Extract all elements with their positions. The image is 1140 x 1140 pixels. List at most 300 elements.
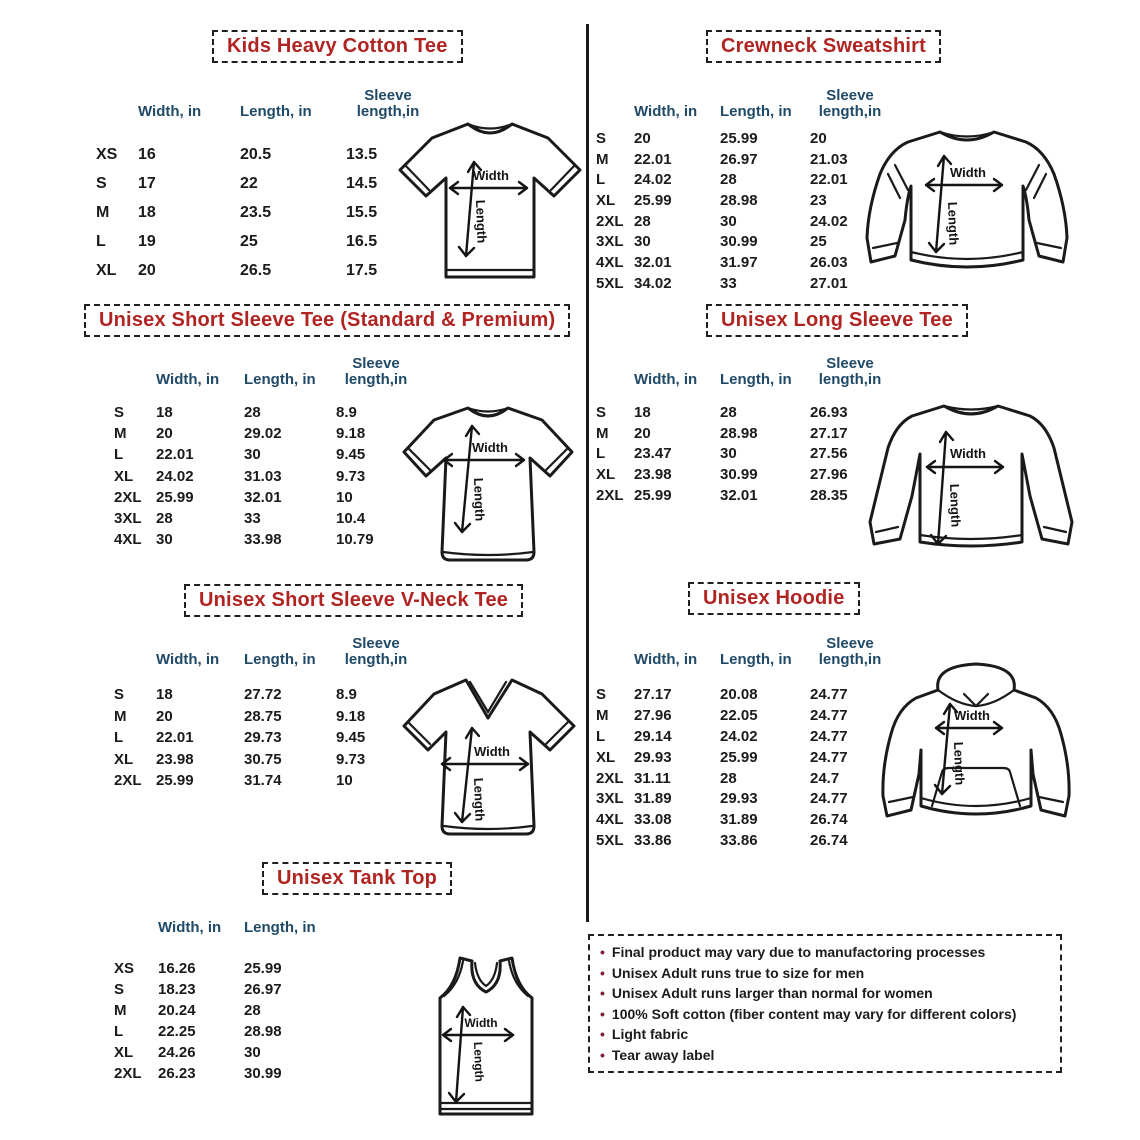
note-item <box>600 942 1050 963</box>
size-label: 3XL <box>596 790 624 808</box>
width-value: 19 <box>138 232 156 250</box>
width-value: 18 <box>138 203 156 221</box>
table-header <box>596 84 890 120</box>
width-value: 20 <box>634 424 651 442</box>
size-label: XL <box>596 748 616 766</box>
size-row <box>114 466 416 487</box>
width-value: 25.99 <box>634 487 672 505</box>
column-divider <box>586 24 589 922</box>
length-value: 30 <box>720 212 737 230</box>
note-item <box>600 1045 1050 1066</box>
table-header <box>114 352 416 388</box>
garment-outline <box>867 132 1067 267</box>
sleeve-length-value: 26.93 <box>810 403 848 421</box>
width-value: 34.02 <box>634 274 672 292</box>
size-label: 4XL <box>596 253 624 271</box>
section-title-short-sleeve-tee: Unisex Short Sleeve Tee (Standard & Premium) <box>84 304 570 337</box>
column-header-length: Length, in <box>244 371 316 388</box>
size-row <box>596 252 890 273</box>
length-value: 26.97 <box>244 981 282 998</box>
crewneck-sweatshirt-illustration <box>862 122 1072 294</box>
size-label: 2XL <box>596 769 624 787</box>
sleeve-length-value: 21.03 <box>810 150 848 168</box>
section-title-long-sleeve-tee: Unisex Long Sleeve Tee <box>706 304 968 337</box>
garment-outline <box>883 664 1069 816</box>
column-header-sleeve: Sleeve length,in <box>818 635 882 668</box>
note-text: Tear away label <box>611 1046 715 1063</box>
size-label: L <box>114 1023 124 1040</box>
size-label: 4XL <box>596 811 624 829</box>
width-label: Width <box>473 168 509 183</box>
width-value: 20 <box>634 129 651 147</box>
size-row <box>596 788 890 809</box>
width-value: 29.14 <box>634 727 672 745</box>
size-label: S <box>96 174 107 192</box>
section-title-crewneck-sweatshirt: Crewneck Sweatshirt <box>706 30 941 63</box>
size-label: 3XL <box>596 233 624 251</box>
size-row <box>596 128 890 149</box>
size-label: S <box>114 686 125 704</box>
size-row <box>114 770 416 792</box>
size-label: M <box>114 1002 127 1019</box>
sleeve-length-value: 10 <box>336 488 353 506</box>
width-value: 18 <box>156 686 173 704</box>
width-label: Width <box>954 708 990 723</box>
size-row <box>596 402 890 423</box>
note-item <box>600 1024 1050 1045</box>
size-row <box>596 684 890 705</box>
column-header-sleeve: Sleeve length,in <box>344 635 408 668</box>
column-header-sleeve: Sleeve length,in <box>818 355 882 388</box>
width-value: 24.02 <box>634 171 672 189</box>
width-value: 22.01 <box>634 150 672 168</box>
bullet-icon: • <box>600 1026 605 1042</box>
size-label: XL <box>114 750 134 768</box>
column-header-width: Width, in <box>634 371 698 388</box>
size-table-kids <box>96 84 430 285</box>
size-row <box>114 402 416 423</box>
size-table-hoodie <box>596 632 890 851</box>
size-label: 2XL <box>596 212 624 230</box>
length-label: Length <box>945 201 962 246</box>
length-value: 33.86 <box>720 832 758 850</box>
length-value: 28 <box>244 404 261 422</box>
size-label: L <box>114 729 124 747</box>
garment-outline <box>400 124 580 277</box>
sleeve-length-value: 28.35 <box>810 487 848 505</box>
width-value: 27.17 <box>634 685 672 703</box>
size-row <box>96 198 430 227</box>
width-value: 31.89 <box>634 790 672 808</box>
sleeve-length-value: 24.77 <box>810 790 848 808</box>
size-label: 2XL <box>114 772 142 790</box>
length-value: 25.99 <box>244 960 282 977</box>
size-row <box>114 706 416 728</box>
length-value: 28.98 <box>720 191 758 209</box>
size-row <box>114 958 340 979</box>
size-label: 2XL <box>114 1065 142 1082</box>
size-label: S <box>114 404 125 422</box>
width-value: 24.02 <box>156 467 194 485</box>
sleeve-length-value: 24.02 <box>810 212 848 230</box>
sleeve-length-value: 24.77 <box>810 748 848 766</box>
sleeve-length-value: 25 <box>810 233 827 251</box>
size-row <box>596 149 890 170</box>
size-row <box>114 444 416 465</box>
size-label: 2XL <box>114 488 142 506</box>
sleeve-length-value: 24.77 <box>810 727 848 745</box>
table-header <box>596 632 890 668</box>
width-value: 33.08 <box>634 811 672 829</box>
sleeve-length-value: 10.4 <box>336 510 366 528</box>
size-row <box>96 140 430 169</box>
length-value: 30.99 <box>720 466 758 484</box>
column-header-length: Length, in <box>240 103 312 120</box>
size-label: 5XL <box>596 274 624 292</box>
length-value: 20.5 <box>240 145 272 163</box>
length-value: 23.5 <box>240 203 272 221</box>
size-row <box>596 726 890 747</box>
size-row <box>596 768 890 789</box>
size-row <box>596 809 890 830</box>
length-value: 31.97 <box>720 253 758 271</box>
size-row <box>114 1021 340 1042</box>
size-label: XS <box>96 145 118 163</box>
width-value: 28 <box>634 212 651 230</box>
width-value: 26.23 <box>158 1065 196 1082</box>
width-label: Width <box>950 165 986 180</box>
kids-tee-illustration <box>394 114 584 290</box>
length-value: 31.03 <box>244 467 282 485</box>
width-value: 25.99 <box>634 191 672 209</box>
length-value: 29.73 <box>244 729 282 747</box>
size-row <box>96 256 430 285</box>
table-header <box>114 914 340 936</box>
size-label: XL <box>114 1044 134 1061</box>
size-row <box>114 1042 340 1063</box>
width-value: 18.23 <box>158 981 196 998</box>
width-value: 32.01 <box>634 253 672 271</box>
size-label: L <box>596 171 606 189</box>
column-header-length: Length, in <box>244 651 316 668</box>
width-value: 20 <box>156 425 173 443</box>
size-row <box>114 487 416 508</box>
length-value: 25.99 <box>720 748 758 766</box>
sleeve-length-value: 9.18 <box>336 425 366 443</box>
sleeve-length-value: 9.18 <box>336 707 366 725</box>
width-label: Width <box>464 1016 498 1030</box>
v-neck-tee-illustration <box>400 672 578 848</box>
sleeve-length-value: 24.77 <box>810 685 848 703</box>
size-row <box>596 830 890 851</box>
size-label: L <box>114 446 124 464</box>
long-sleeve-tee-illustration <box>856 392 1086 568</box>
size-row <box>114 529 416 550</box>
table-header <box>596 352 890 388</box>
column-header-length: Length, in <box>244 919 316 936</box>
column-header-length: Length, in <box>720 651 792 668</box>
garment-outline <box>404 408 572 560</box>
length-value: 31.89 <box>720 811 758 829</box>
width-value: 24.26 <box>158 1044 196 1061</box>
length-value: 28.75 <box>244 707 282 725</box>
size-table-short-sleeve-tee <box>114 352 416 550</box>
sleeve-length-value: 27.01 <box>810 274 848 292</box>
note-item <box>600 983 1050 1004</box>
size-row <box>596 747 890 768</box>
sleeve-length-value: 17.5 <box>346 261 378 279</box>
size-row <box>114 1000 340 1021</box>
width-value: 23.47 <box>634 445 672 463</box>
sleeve-length-value: 23 <box>810 191 827 209</box>
width-value: 18 <box>634 403 651 421</box>
size-row <box>114 684 416 706</box>
table-header <box>96 84 430 120</box>
section-title-tank-top: Unisex Tank Top <box>262 862 452 895</box>
width-value: 25.99 <box>156 772 194 790</box>
column-header-length: Length, in <box>720 103 792 120</box>
section-title-hoodie: Unisex Hoodie <box>688 582 860 615</box>
column-header-width: Width, in <box>634 651 698 668</box>
length-label: Length <box>951 741 968 786</box>
size-table-tank-top <box>114 914 340 1084</box>
width-label: Width <box>472 440 508 455</box>
size-label: M <box>114 425 127 443</box>
note-item <box>600 1004 1050 1025</box>
width-value: 20 <box>138 261 156 279</box>
size-table-crewneck <box>596 84 890 294</box>
width-value: 28 <box>156 510 173 528</box>
size-row <box>596 705 890 726</box>
sleeve-length-value: 14.5 <box>346 174 378 192</box>
column-header-sleeve: Sleeve length,in <box>356 87 420 120</box>
length-value: 26.97 <box>720 150 758 168</box>
sleeve-length-value: 16.5 <box>346 232 378 250</box>
sleeve-length-value: 9.45 <box>336 729 366 747</box>
sleeve-length-value: 26.74 <box>810 832 848 850</box>
size-row <box>114 508 416 529</box>
size-label: S <box>114 981 125 998</box>
size-label: XL <box>596 466 616 484</box>
width-value: 17 <box>138 174 156 192</box>
size-table-v-neck-tee <box>114 632 416 792</box>
length-label: Length <box>473 199 490 244</box>
width-value: 31.11 <box>634 769 671 787</box>
note-text: 100% Soft cotton (fiber content may vary for different colors) <box>611 1005 1017 1022</box>
length-value: 29.93 <box>720 790 758 808</box>
length-value: 32.01 <box>244 488 282 506</box>
size-row <box>114 423 416 444</box>
length-value: 25.99 <box>720 129 758 147</box>
size-label: XL <box>596 191 616 209</box>
length-value: 33 <box>720 274 737 292</box>
length-value: 20.08 <box>720 685 758 703</box>
width-value: 30 <box>634 233 651 251</box>
length-value: 30.99 <box>720 233 758 251</box>
length-value: 28 <box>720 403 737 421</box>
length-label: Length <box>471 777 488 822</box>
size-row <box>596 273 890 294</box>
sleeve-length-value: 15.5 <box>346 203 378 221</box>
length-value: 30 <box>244 1044 261 1061</box>
size-row <box>596 190 890 211</box>
length-value: 27.72 <box>244 686 282 704</box>
length-value: 32.01 <box>720 487 758 505</box>
width-value: 16 <box>138 145 156 163</box>
length-label: Length <box>471 477 488 522</box>
size-row <box>114 749 416 771</box>
width-value: 20.24 <box>158 1002 196 1019</box>
garment-outline <box>870 406 1072 546</box>
length-value: 30 <box>720 445 737 463</box>
length-value: 28.98 <box>244 1023 282 1040</box>
width-value: 23.98 <box>156 750 194 768</box>
size-row <box>596 423 890 444</box>
size-label: M <box>114 707 127 725</box>
sleeve-length-value: 9.45 <box>336 446 366 464</box>
short-sleeve-tee-illustration <box>398 400 578 572</box>
sleeve-length-value: 10.79 <box>336 531 374 549</box>
size-row <box>596 231 890 252</box>
bullet-icon: • <box>600 1046 605 1063</box>
width-value: 18 <box>156 404 173 422</box>
size-label: S <box>596 129 607 147</box>
column-header-width: Width, in <box>156 371 220 388</box>
length-label: Length <box>471 1041 487 1083</box>
width-value: 20 <box>156 707 173 725</box>
width-value: 23.98 <box>634 466 672 484</box>
size-label: M <box>596 706 609 724</box>
sleeve-length-value: 8.9 <box>336 404 357 422</box>
note-item <box>600 963 1050 984</box>
bullet-icon: • <box>600 1005 605 1022</box>
length-value: 30.75 <box>244 750 282 768</box>
size-label: 3XL <box>114 510 142 528</box>
section-title-kids-heavy-cotton-tee: Kids Heavy Cotton Tee <box>212 30 463 63</box>
length-label: Length <box>947 483 964 528</box>
sleeve-length-value: 9.73 <box>336 750 366 768</box>
sleeve-length-value: 24.7 <box>810 769 840 787</box>
note-text: Unisex Adult runs larger than normal for women <box>611 985 933 1001</box>
width-value: 16.26 <box>158 960 196 977</box>
size-label: M <box>96 203 110 221</box>
size-label: L <box>596 727 606 745</box>
width-value: 25.99 <box>156 488 194 506</box>
size-row <box>596 485 890 506</box>
length-value: 30.99 <box>244 1065 282 1082</box>
column-header-width: Width, in <box>156 651 220 668</box>
size-row <box>596 211 890 232</box>
column-header-width: Width, in <box>138 103 202 120</box>
tank-top-illustration <box>430 952 542 1124</box>
note-text: Light fabric <box>611 1026 689 1042</box>
product-notes <box>588 934 1062 1073</box>
size-label: S <box>596 685 607 703</box>
length-value: 28 <box>720 171 737 189</box>
width-value: 30 <box>156 531 173 549</box>
size-row <box>114 727 416 749</box>
bullet-icon: • <box>600 985 605 1001</box>
size-label: S <box>596 403 607 421</box>
length-value: 26.5 <box>240 261 272 279</box>
column-header-sleeve: Sleeve length,in <box>818 87 882 120</box>
size-label: M <box>596 150 609 168</box>
sleeve-length-value: 24.77 <box>810 706 848 724</box>
length-value: 30 <box>244 446 261 464</box>
width-value: 27.96 <box>634 706 672 724</box>
sleeve-length-value: 27.17 <box>810 424 848 442</box>
bullet-icon: • <box>600 944 605 960</box>
size-label: M <box>596 424 609 442</box>
column-header-sleeve: Sleeve length,in <box>344 355 408 388</box>
sleeve-length-value: 20 <box>810 129 827 147</box>
length-value: 33 <box>244 510 261 528</box>
sleeve-length-value: 27.56 <box>810 445 848 463</box>
length-value: 28 <box>244 1002 261 1019</box>
length-value: 25 <box>240 232 258 250</box>
size-row <box>596 169 890 190</box>
size-label: L <box>596 445 606 463</box>
size-row <box>96 227 430 256</box>
table-header <box>114 632 416 668</box>
length-value: 22.05 <box>720 706 758 724</box>
note-text: Unisex Adult runs true to size for men <box>611 964 865 981</box>
width-value: 33.86 <box>634 832 672 850</box>
sleeve-length-value: 26.74 <box>810 811 848 829</box>
width-label: Width <box>474 744 510 759</box>
note-text: Final product may vary due to manufactoring processes <box>611 944 986 960</box>
section-title-v-neck-tee: Unisex Short Sleeve V-Neck Tee <box>184 584 523 617</box>
size-row <box>96 169 430 198</box>
size-label: XL <box>96 261 117 279</box>
width-value: 22.01 <box>156 446 194 464</box>
width-value: 22.01 <box>156 729 194 747</box>
sleeve-length-value: 27.96 <box>810 466 848 484</box>
length-value: 22 <box>240 174 258 192</box>
sleeve-length-value: 8.9 <box>336 686 357 704</box>
column-header-width: Width, in <box>634 103 698 120</box>
size-label: L <box>96 232 106 250</box>
size-row <box>596 444 890 465</box>
column-header-width: Width, in <box>158 919 222 936</box>
sleeve-length-value: 26.03 <box>810 253 848 271</box>
size-label: XS <box>114 960 135 977</box>
size-table-long-sleeve-tee <box>596 352 890 506</box>
size-row <box>596 464 890 485</box>
length-value: 29.02 <box>244 425 282 443</box>
hoodie-illustration <box>878 658 1074 856</box>
size-label: XL <box>114 467 134 485</box>
size-row <box>114 979 340 1000</box>
size-label: 5XL <box>596 832 624 850</box>
length-value: 33.98 <box>244 531 282 549</box>
width-value: 29.93 <box>634 748 672 766</box>
width-label: Width <box>950 446 986 461</box>
size-row <box>114 1063 340 1084</box>
column-header-length: Length, in <box>720 371 792 388</box>
length-value: 28 <box>720 769 737 787</box>
length-value: 31.74 <box>244 772 282 790</box>
sleeve-length-value: 10 <box>336 772 353 790</box>
sleeve-length-value: 22.01 <box>810 171 848 189</box>
length-value: 24.02 <box>720 727 758 745</box>
sleeve-length-value: 13.5 <box>346 145 378 163</box>
size-label: 2XL <box>596 487 624 505</box>
width-value: 22.25 <box>158 1023 196 1040</box>
sleeve-length-value: 9.73 <box>336 467 366 485</box>
length-value: 28.98 <box>720 424 758 442</box>
bullet-icon: • <box>600 964 605 981</box>
